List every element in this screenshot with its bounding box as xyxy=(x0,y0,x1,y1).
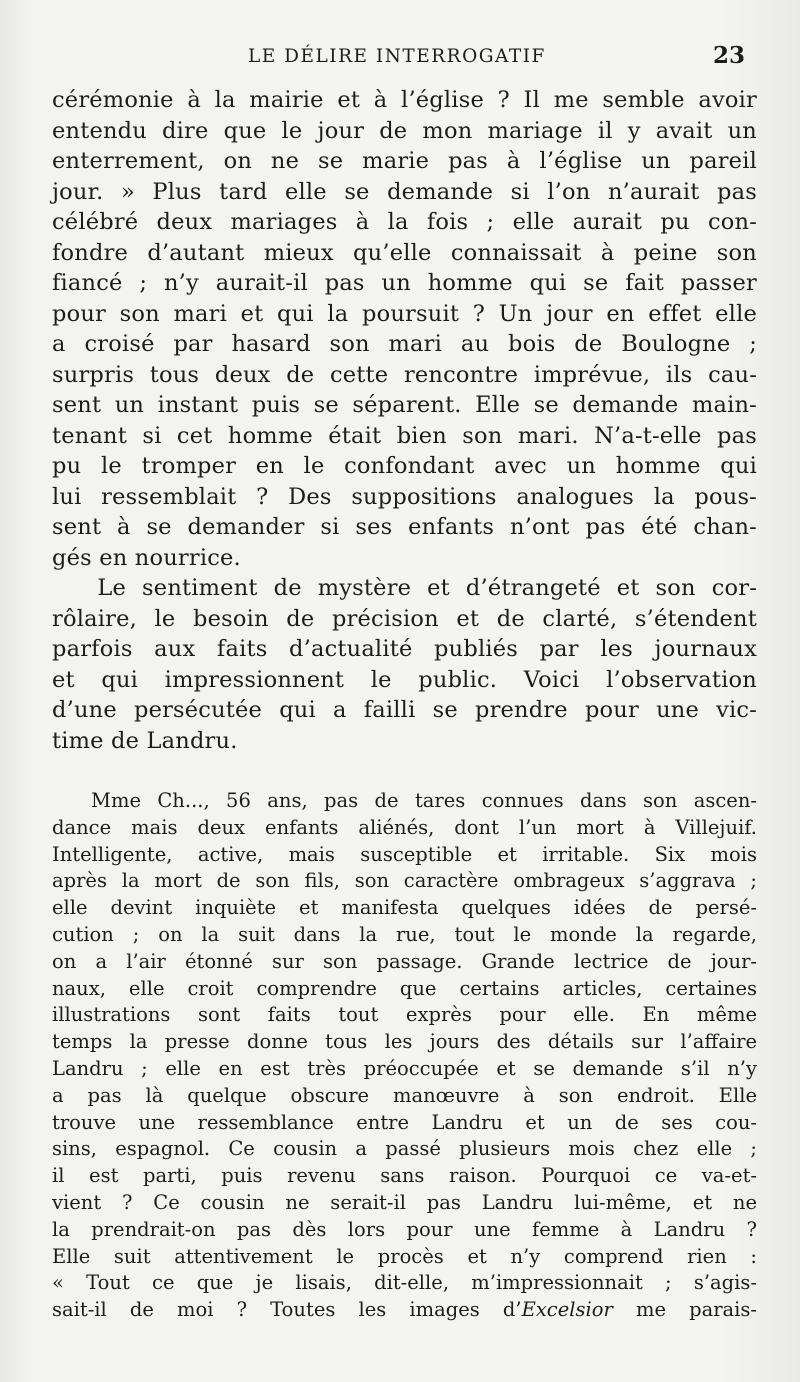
text-line: sent à se demander si ses enfants n’ont pas été chan- xyxy=(52,514,757,540)
text-line: time de Landru. xyxy=(52,727,238,754)
text-line: Elle suit attentivement le procès et n’y comprend rien : xyxy=(52,1244,757,1268)
journal-title: Excelsior xyxy=(521,1298,613,1322)
text-line: fondre d’autant mieux qu’elle connaissait à peine son xyxy=(52,239,757,266)
page-header xyxy=(52,40,745,76)
text-line: sent un instant puis se séparent. Elle se demande main- xyxy=(52,392,757,418)
text-line: jour. » Plus tard elle se demande si l’on n’aurait pas xyxy=(52,178,757,205)
text-line: célébré deux mariages à la fois ; elle aurait pu con- xyxy=(52,209,757,235)
page-number: 23 xyxy=(712,42,745,69)
text-line: naux, elle croit comprendre que certains articles, certaines xyxy=(52,976,757,1000)
text-line: parfois aux faits d’actualité publiés par les journaux xyxy=(52,636,757,662)
case-observation xyxy=(52,788,757,1324)
text-line: gés en nourrice. xyxy=(52,544,241,571)
text-line: pu le tromper en le confondant avec un homme qui xyxy=(52,453,757,479)
text-line: sait-il de moi ? Toutes les images d’Excelsior me parais- xyxy=(52,1298,757,1322)
text-line: cution ; on la suit dans la rue, tout le monde la regarde, xyxy=(52,922,757,946)
text-line: pour son mari et qui la poursuit ? Un jour en effet elle xyxy=(52,300,757,327)
text-line: enterrement, on ne se marie pas à l’église un pareil xyxy=(52,148,757,174)
text-line: a pas là quelque obscure manœuvre à son endroit. Elle xyxy=(52,1083,757,1107)
text-line: la prendrait-on pas dès lors pour une femme à Landru ? xyxy=(52,1217,757,1241)
text-line: cérémonie à la mairie et à l’église ? Il me semble avoir xyxy=(52,87,757,113)
text-line: on a l’air étonné sur son passage. Grande lectrice de jour- xyxy=(52,949,757,973)
main-paragraphs xyxy=(52,85,757,756)
text-line: entendu dire que le jour de mon mariage il y avait un xyxy=(52,117,757,144)
text-line: illustrations sont faits tout exprès pour elle. En même xyxy=(52,1003,757,1027)
text-line: Intelligente, active, mais susceptible et irritable. Six mois xyxy=(52,842,757,866)
text-line: « Tout ce que je lisais, dit-elle, m’impressionnait ; s’agis- xyxy=(52,1271,757,1295)
text-line: dance mais deux enfants aliénés, dont l’un mort à Villejuif. xyxy=(52,815,757,839)
text-line: lui ressemblait ? Des suppositions analogues la pous- xyxy=(52,483,757,510)
text-line: il est parti, puis revenu sans raison. Pourquoi ce va-et- xyxy=(52,1164,757,1188)
running-title: LE DÉLIRE INTERROGATIF xyxy=(248,46,546,67)
text-line: temps la presse donne tous les jours des détails sur l’affaire xyxy=(52,1030,757,1054)
text-line: rôlaire, le besoin de précision et de clarté, s’étendent xyxy=(52,605,757,632)
text-line: a croisé par hasard son mari au bois de Boulogne ; xyxy=(52,331,757,357)
text-line: fiancé ; n’y aurait-il pas un homme qui se fait passer xyxy=(52,270,757,296)
text-line: elle devint inquiète et manifesta quelques idées de persé- xyxy=(52,896,757,920)
text-line: après la mort de son fils, son caractère ombrageux s’aggrava ; xyxy=(52,869,757,893)
text-line: Landru ; elle en est très préoccupée et se demande s’il n’y xyxy=(52,1056,757,1080)
text-line: vient ? Ce cousin ne serait-il pas Landru lui-même, et ne xyxy=(52,1190,757,1214)
text-line: d’une persécutée qui a failli se prendre pour une vic- xyxy=(52,697,757,723)
text-line: tenant si cet homme était bien son mari. N’a-t-elle pas xyxy=(52,422,757,449)
text-line: Le sentiment de mystère et d’étrangeté et son cor- xyxy=(52,575,757,601)
text-line: et qui impressionnent le public. Voici l’observation xyxy=(52,666,757,693)
text-line: surpris tous deux de cette rencontre imprévue, ils cau- xyxy=(52,361,757,388)
text-line: Mme Ch..., 56 ans, pas de tares connues dans son ascen- xyxy=(52,789,757,812)
text-line: trouve une ressemblance entre Landru et un de ses cou- xyxy=(52,1110,757,1134)
text-line: sins, espagnol. Ce cousin a passé plusieurs mois chez elle ; xyxy=(52,1137,757,1161)
